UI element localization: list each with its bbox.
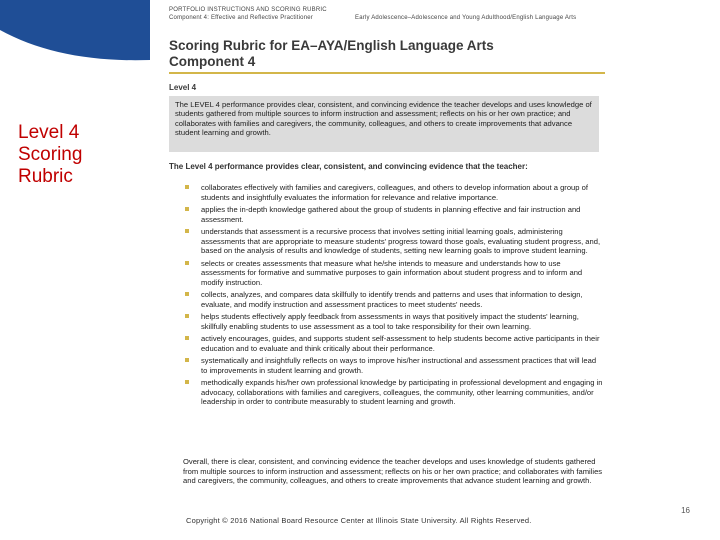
bullet-square-icon (185, 336, 189, 340)
overall-summary: Overall, there is clear, consistent, and convincing evidence the teacher develops and uses knowledge of students gathered from multiple sources to inform instruction and assessment; reflects on his or her own practice; and collaborates with families and caregivers, the community, colleagues, and others to create improvements that advance student learning and growth. (183, 457, 603, 485)
level-summary-box: The LEVEL 4 performance provides clear, consistent, and convincing evidence the teacher develops and uses knowledge of students gathered from multiple sources to inform instruction and assessment; reflects on his or her own practice; and collaborates with families and caregivers, the community, colleagues, and others to create improvements that advance student learning and growth. (169, 96, 599, 152)
bullet-square-icon (185, 207, 189, 211)
bullet-square-icon (185, 229, 189, 233)
bullet-square-icon (185, 380, 189, 384)
bullet-square-icon (185, 261, 189, 265)
criteria-text: methodically expands his/her own professional knowledge by participating in professional development and engaging in advocacy, collaborations with families and caregivers, colleagues, the community, other learning communities, and/or leadership in order to contribute measurably to student learning and growth. (201, 378, 603, 406)
document-title (169, 38, 605, 70)
slide-title-line: Rubric (18, 166, 73, 187)
document-title-line-2: Component 4 (169, 54, 256, 69)
rubric-document-image (163, 0, 605, 510)
criteria-text: actively encourages, guides, and supports student self-assessment to help students become active participants in their education and to evaluate and think critically about their performance. (201, 334, 600, 353)
criteria-item (183, 378, 603, 407)
criteria-text: applies the in-depth knowledge gathered about the group of students in planning effective and fair instruction and assessment. (201, 205, 581, 224)
title-underline (169, 72, 605, 74)
document-header (169, 6, 605, 22)
copyright-footer: Copyright © 2016 National Board Resource Center at Illinois State University. All Rights Reserved. (186, 516, 532, 525)
bullet-square-icon (185, 185, 189, 189)
criteria-item (183, 183, 603, 202)
document-title-line-1: Scoring Rubric for EA–AYA/English Language Arts (169, 38, 494, 53)
bullet-square-icon (185, 358, 189, 362)
header-right: Early Adolescence–Adolescence and Young Adulthood/English Language Arts (355, 15, 577, 21)
page-number: 16 (681, 506, 690, 515)
criteria-text: helps students effectively apply feedback from assessments in ways that positively impact the students' learning, skillfully enabling students to use assessment as a tool to take responsibility for their own learning. (201, 312, 579, 331)
slide-title-line: Level 4 (18, 122, 80, 143)
criteria-item (183, 259, 603, 288)
bullet-square-icon (185, 292, 189, 296)
slide-title-line: Scoring (18, 144, 83, 165)
criteria-item (183, 334, 603, 353)
criteria-item (183, 356, 603, 375)
criteria-text: understands that assessment is a recursive process that involves setting initial learning goals, administering assessments that are appropriate to measure students' progress toward those goals, evaluating student progress, and, based on the analysis of results and knowledge of students, setting new learning goals to improve student learning. (201, 227, 601, 255)
criteria-item (183, 227, 603, 256)
criteria-text: collects, analyzes, and compares data skillfully to identify trends and patterns and uses that information to design, evaluate, and modify instruction and assessment practices to meet students' needs. (201, 290, 583, 309)
header-swoosh-graphic (0, 0, 150, 70)
header-line-2: Component 4: Effective and Reflective Practitioner (169, 15, 313, 21)
level-label: Level 4 (169, 83, 197, 92)
criteria-item (183, 205, 603, 224)
criteria-list (183, 183, 603, 410)
lead-sentence: The Level 4 performance provides clear, consistent, and convincing evidence that the teacher: (169, 162, 528, 171)
criteria-text: systematically and insightfully reflects on ways to improve his/her instructional and assessment practices that will lead to improvements in student learning and growth. (201, 356, 597, 375)
header-line-1: PORTFOLIO INSTRUCTIONS AND SCORING RUBRIC (169, 7, 327, 13)
criteria-text: collaborates effectively with families and caregivers, colleagues, and others to develop information about a group of students and insightfully evaluates the information for relevance and relative importance. (201, 183, 588, 202)
bullet-square-icon (185, 314, 189, 318)
criteria-text: selects or creates assessments that measure what he/she intends to measure and understands how to use assessments for formative and summative purposes to gain information about student progress and to inform and modify instruction. (201, 258, 583, 287)
criteria-item (183, 290, 603, 309)
slide-title (18, 122, 138, 188)
criteria-item (183, 312, 603, 331)
